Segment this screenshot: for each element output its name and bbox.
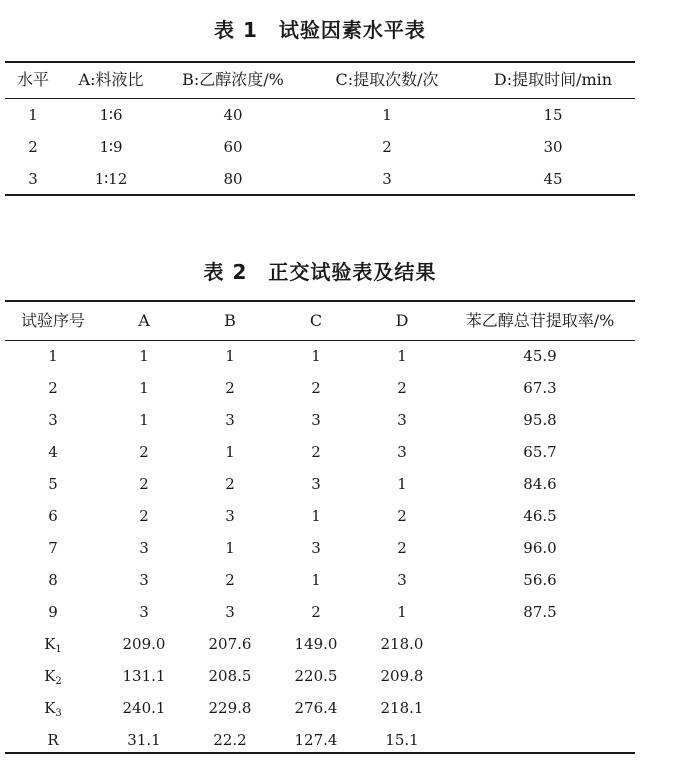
table2-cell: 9 <box>48 603 58 621</box>
table2-cell: 7 <box>48 539 58 557</box>
k-row-label <box>5 728 101 752</box>
table1-header-row <box>5 68 635 92</box>
table2-cell: 3 <box>225 507 235 525</box>
table2-cell: 46.5 <box>523 507 557 525</box>
table2-cell: 3 <box>48 411 58 429</box>
table1-header-cell: B:乙醇浓度/% <box>182 70 284 89</box>
k-value-cell: 218.1 <box>380 699 424 717</box>
table2-cell: 3 <box>139 539 149 557</box>
table2-cell: 1 <box>311 347 321 365</box>
table2-cell: 1 <box>139 347 149 365</box>
table2-header-cell: 苯乙醇总苷提取率/% <box>465 311 615 330</box>
table-row <box>5 376 635 400</box>
table2-cell: 1 <box>48 347 58 365</box>
table1-cell: 1 <box>28 106 38 124</box>
table2-cell: 1 <box>139 411 149 429</box>
table2-cell: 3 <box>397 411 407 429</box>
table2-cell: 84.6 <box>523 475 557 493</box>
k-label-subscript: 2 <box>55 676 62 687</box>
table2-cell: 1 <box>397 603 407 621</box>
table2-header-cell: D <box>395 311 409 330</box>
table2-header-cell: A <box>138 311 150 330</box>
table2-top-rule <box>5 300 635 302</box>
table2-cell: 2 <box>311 603 321 621</box>
table-row <box>5 103 635 127</box>
table2-header-cell: 试验序号 <box>20 311 85 330</box>
table2-cell: 2 <box>139 507 149 525</box>
table2-cell: 3 <box>139 571 149 589</box>
table2-cell: 3 <box>311 411 321 429</box>
table2-cell: 2 <box>397 539 407 557</box>
k-value-cell: 22.2 <box>213 731 247 749</box>
table-row <box>5 408 635 432</box>
table2-cell: 2 <box>397 507 407 525</box>
k-value-cell: 131.1 <box>122 667 166 685</box>
table-row <box>5 167 635 191</box>
table1-cell: 45 <box>543 170 563 188</box>
table2-cell: 8 <box>48 571 58 589</box>
k-row-label <box>5 696 101 720</box>
table2-cell: 95.8 <box>523 411 557 429</box>
table2-cell: 3 <box>225 603 235 621</box>
table2-cell: 3 <box>311 475 321 493</box>
table1-header-cell: 水平 <box>16 70 49 89</box>
table2-cell: 3 <box>225 411 235 429</box>
k-value-cell: 229.8 <box>208 699 252 717</box>
table2-cell: 1 <box>311 507 321 525</box>
k-value-cell: 208.5 <box>208 667 252 685</box>
table1-cell: 80 <box>223 170 243 188</box>
table2-bottom-rule <box>5 752 635 754</box>
k-value-cell: 240.1 <box>122 699 166 717</box>
table1-cell: 1∶12 <box>94 170 128 188</box>
table2-cell: 4 <box>48 443 58 461</box>
table2-cell: 2 <box>225 379 235 397</box>
table1-cell: 2 <box>382 138 392 156</box>
table-row <box>5 568 635 592</box>
k-value-cell: 276.4 <box>294 699 338 717</box>
table2-cell: 3 <box>311 539 321 557</box>
table2-cell: 1 <box>225 539 235 557</box>
table-row <box>5 600 635 624</box>
k-label-subscript: 1 <box>55 644 62 655</box>
table2-cell: 45.9 <box>523 347 557 365</box>
k-value-cell: 149.0 <box>294 635 338 653</box>
table2-cell: 2 <box>48 379 58 397</box>
table1-cell: 15 <box>543 106 563 124</box>
table2-cell: 1 <box>311 571 321 589</box>
table1-cell: 40 <box>223 106 243 124</box>
k-row-label <box>5 664 101 688</box>
table2-cell: 2 <box>311 443 321 461</box>
table2-cell: 2 <box>225 571 235 589</box>
table2-cell: 1 <box>397 347 407 365</box>
table-row <box>5 472 635 496</box>
table2-cell: 56.6 <box>523 571 557 589</box>
table2-cell: 3 <box>139 603 149 621</box>
k-value-cell: 207.6 <box>208 635 252 653</box>
table1-cell: 30 <box>543 138 563 156</box>
table1-caption: 表 1 试验因素水平表 <box>214 18 426 42</box>
table2-cell: 2 <box>311 379 321 397</box>
table1-cell: 60 <box>223 138 243 156</box>
table2-cell: 5 <box>48 475 58 493</box>
table-row <box>5 440 635 464</box>
table2-header-row <box>5 309 635 333</box>
k-value-cell: 220.5 <box>294 667 338 685</box>
table-row <box>5 135 635 159</box>
table1-cell: 1∶6 <box>99 106 123 124</box>
k-row <box>5 632 635 656</box>
table1-cell: 1 <box>382 106 392 124</box>
table2-cell: 96.0 <box>523 539 557 557</box>
table2-cell: 6 <box>48 507 58 525</box>
table1-cell: 2 <box>28 138 38 156</box>
table1-cell: 1∶9 <box>99 138 123 156</box>
table1-top-rule <box>5 61 635 63</box>
table1-header-cell: C:提取次数/次 <box>335 70 439 89</box>
table2-header-cell: C <box>309 311 323 330</box>
k-value-cell: 31.1 <box>127 731 161 749</box>
table2-cell: 1 <box>225 347 235 365</box>
table1-header-cell: D:提取时间/min <box>493 70 613 89</box>
k-label-text: K <box>44 667 56 685</box>
table1-header-cell: A:料液比 <box>78 70 144 89</box>
k-label-text: R <box>47 731 59 749</box>
table2-cell: 65.7 <box>523 443 557 461</box>
table2-cell: 3 <box>397 571 407 589</box>
table-row <box>5 536 635 560</box>
table2-cell: 1 <box>139 379 149 397</box>
k-value-cell: 15.1 <box>385 731 419 749</box>
table2-caption: 表 2 正交试验表及结果 <box>203 260 437 284</box>
table-row <box>5 344 635 368</box>
table2-header-cell: B <box>224 311 236 330</box>
k-label-text: K <box>44 635 56 653</box>
k-row-label <box>5 632 101 656</box>
table2-cell: 1 <box>397 475 407 493</box>
table2-cell: 3 <box>397 443 407 461</box>
k-label-text: K <box>44 699 56 717</box>
table2-cell: 87.5 <box>523 603 557 621</box>
table1-header-rule <box>5 98 635 99</box>
table1-cell: 3 <box>382 170 392 188</box>
k-label-subscript: 3 <box>55 708 62 719</box>
table1-cell: 3 <box>28 170 38 188</box>
k-row <box>5 664 635 688</box>
k-row <box>5 728 635 752</box>
table2-cell: 1 <box>225 443 235 461</box>
table2-cell: 67.3 <box>523 379 557 397</box>
k-row <box>5 696 635 720</box>
k-value-cell: 209.0 <box>122 635 166 653</box>
table2-cell: 2 <box>139 475 149 493</box>
table2-header-rule <box>5 340 635 341</box>
k-value-cell: 209.8 <box>380 667 424 685</box>
table2-cell: 2 <box>225 475 235 493</box>
table-row <box>5 504 635 528</box>
table2-cell: 2 <box>139 443 149 461</box>
table2-cell: 2 <box>397 379 407 397</box>
table1-bottom-rule <box>5 194 635 196</box>
k-value-cell: 127.4 <box>294 731 338 749</box>
k-value-cell: 218.0 <box>380 635 424 653</box>
